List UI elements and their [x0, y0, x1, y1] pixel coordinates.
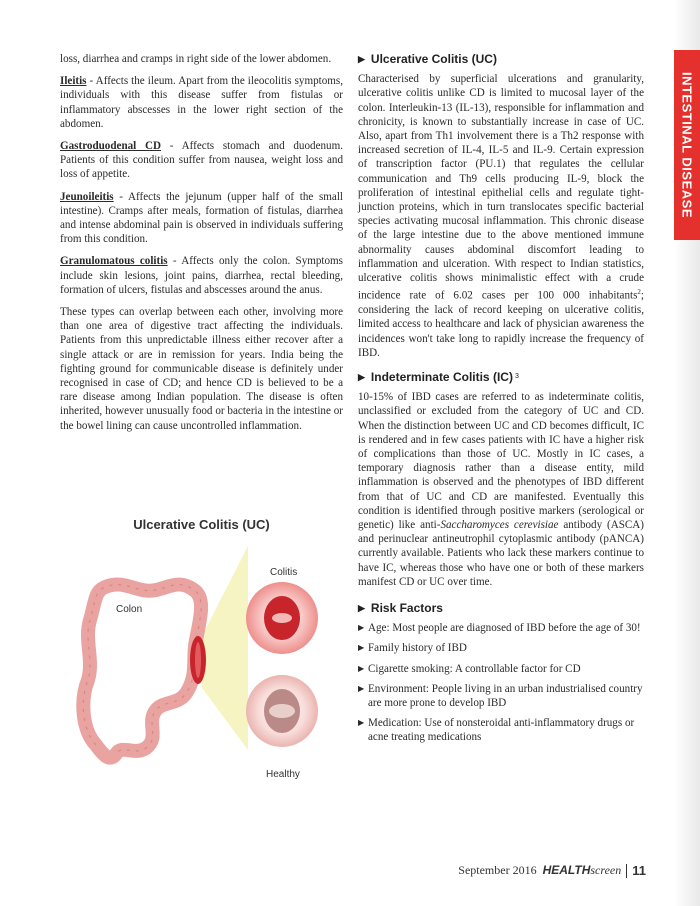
jeuno-paragraph — [60, 190, 343, 247]
footer-divider — [626, 864, 627, 878]
page-number: 11 — [632, 863, 646, 878]
colon-illustration — [60, 540, 343, 785]
ic-heading — [358, 370, 644, 384]
uc-footnote: 2 — [637, 288, 641, 297]
granulo-paragraph — [60, 254, 343, 297]
ic-footnote: 3 — [514, 372, 519, 380]
colitis-lumen — [272, 613, 292, 623]
list-item: ▶ Cigarette smoking: A controllable factor for CD — [358, 662, 581, 675]
uc-heading — [358, 52, 644, 66]
section-tab — [674, 50, 700, 240]
bullet-icon: ▶ — [358, 623, 365, 633]
colitis-label: Colitis — [270, 567, 298, 578]
ic-text-a: 10-15% of IBD cases are referred to as indeterminate colitis, unclassified or excluded from the category of UC and CD. When the distinction between UC and CD becomes difficult, IC is rendered and in few cases patients with IC have a higher risk of complications than those of UC. Mostly in IC cases, a temporary diagnosis rather than a disease entity, mild inflammation is observed and the phenotypes of IBD different from that of UC and CD are manifested. Eventually this condition is identified through positive markers (serological or genetic) like anti- — [358, 391, 644, 531]
highlight-beam — [202, 546, 248, 750]
gastro-text: - Affects stomach and duodenum. Patients of this condition suffer from nausea, weight loss and loss of appetite. — [60, 140, 343, 181]
gastro-term: Gastroduodenal CD — [60, 140, 162, 153]
jeuno-text: - Affects the jejunum (upper half of the small intestine). Cramps after meals, formation of fistulas, diarrhea and intense abdominal pain is observed in individuals suffering from this condition. — [60, 190, 343, 246]
gastro-paragraph — [60, 139, 343, 182]
uc-text-a: Characterised by superficial ulcerations and granularity, ulcerative colitis unlike CD is limited to mucosal layer of the colon. Interleukin-13 (IL-13), responsible for inflammation and chronicity, is known to substantially increase in case of UC. Also, apart from Th1 involvement there is a Th2 response with increased secretion of IL-4, IL-5 and IL-9. Certain expression of transcription factor (PU.1) that regulates the cellular communication and Th9 cells producing IL-9, block the proliferation of intestinal epithelial cells and regulate tight-junction proteins, which in turn translocates specific bacterial species activating mucosal inflammation. This chronic disease of the large intestine due to the above mentioned immune abnormality causes abdominal discomfort leading to inflammation and ulceration. With respect to Indian statistics, ulcerative colitis shows minimalistic effect with a crude incidence rate of 6.02 cases per 100 000 inhabitants — [358, 73, 644, 302]
list-item: ▶ Environment: People living in an urban industrialised country are more prone to develop IBD — [358, 682, 643, 710]
uc-heading-text: Ulcerative Colitis (UC) — [370, 52, 497, 66]
page-footer — [458, 863, 646, 878]
risk-list — [358, 621, 644, 744]
inflamed-segment-highlight — [195, 642, 201, 678]
right-column — [358, 52, 644, 751]
granulo-text: - Affects only the colon. Symptoms include skin lesions, joint pains, diarrhea, rectal bleeding, formation of ulcers, fistulas and abscesses around the anus. — [60, 255, 343, 296]
jeuno-term: Jeunoileitis — [60, 190, 114, 203]
bullet-icon: ▶ — [358, 718, 365, 728]
uc-text-b: ; considering the lack of record keeping on ulcerative colitis, limited access to healthcare and lack of physician awareness the incidences won't take long to rapidly increase the frequency of IBD. — [358, 289, 644, 359]
colon-label: Colon — [116, 604, 143, 615]
ileitis-text: - Affects the ileum. Apart from the ileocolitis symptoms, individuals with this disease suffer from fistulas or inflammatory abscesses in the lower right section of the abdomen. — [60, 75, 343, 130]
bullet-icon: ▶ — [358, 643, 365, 653]
overlap-paragraph: These types can overlap between each other, involving more than one area of digestive tract affecting the individuals. Patients from this unpredictable illness either recover after a single attack or are in remission for years. India being the fighting ground for communicable disease is definitely under recognised in case of CD; and hence CD is believed to be a rare disease among Indian population. The disease is often inherited, however unusually food or bacteria in the intestine or the bowel lining can cause uncontrolled inflammation. — [60, 306, 343, 432]
ic-species: Saccharomyces cerevisiae — [440, 518, 559, 531]
list-item: ▶ Family history of IBD — [358, 642, 467, 655]
triangle-bullet-icon: ▶ — [358, 603, 365, 613]
issue-date: September 2016 — [458, 863, 537, 877]
bullet-icon: ▶ — [358, 663, 365, 673]
triangle-bullet-icon: ▶ — [358, 54, 365, 64]
colon-haustra — [83, 584, 201, 754]
intro-paragraph: loss, diarrhea and cramps in right side of the lower abdomen. — [60, 53, 332, 65]
ic-heading-text: Indeterminate Colitis (IC) — [370, 369, 513, 384]
healthy-lumen — [269, 704, 295, 718]
list-item: ▶ Medication: Use of nonsteroidal anti-inflammatory drugs or acne treating medications — [358, 717, 635, 744]
risk-heading-text: Risk Factors — [370, 601, 443, 615]
magazine-brand: HEALTHscreen — [542, 863, 622, 877]
bullet-icon: ▶ — [358, 683, 365, 693]
triangle-bullet-icon: ▶ — [358, 371, 365, 382]
uc-paragraph — [358, 72, 644, 360]
granulo-term: Granulomatous colitis — [60, 255, 168, 268]
healthy-label: Healthy — [266, 769, 300, 780]
colon-shape — [83, 584, 201, 757]
left-column — [60, 52, 343, 441]
figure-title: Ulcerative Colitis (UC) — [133, 517, 270, 532]
ileitis-paragraph — [60, 74, 343, 131]
ic-text-b: antibody (ASCA) and perinuclear antineutrophil cytoplasmic antibody (pANCA) currently available. Patients who lack these markers continue to have IC, whereas those who have one or both of these markers manifest CD or UC over time. — [358, 518, 644, 588]
risk-heading — [358, 601, 644, 615]
list-item: ▶ Age: Most people are diagnosed of IBD before the age of 30! — [358, 622, 641, 635]
ic-paragraph — [358, 390, 644, 589]
section-tab-label: INTESTINAL DISEASE — [679, 71, 695, 219]
ileitis-term: Ileitis — [60, 75, 87, 88]
